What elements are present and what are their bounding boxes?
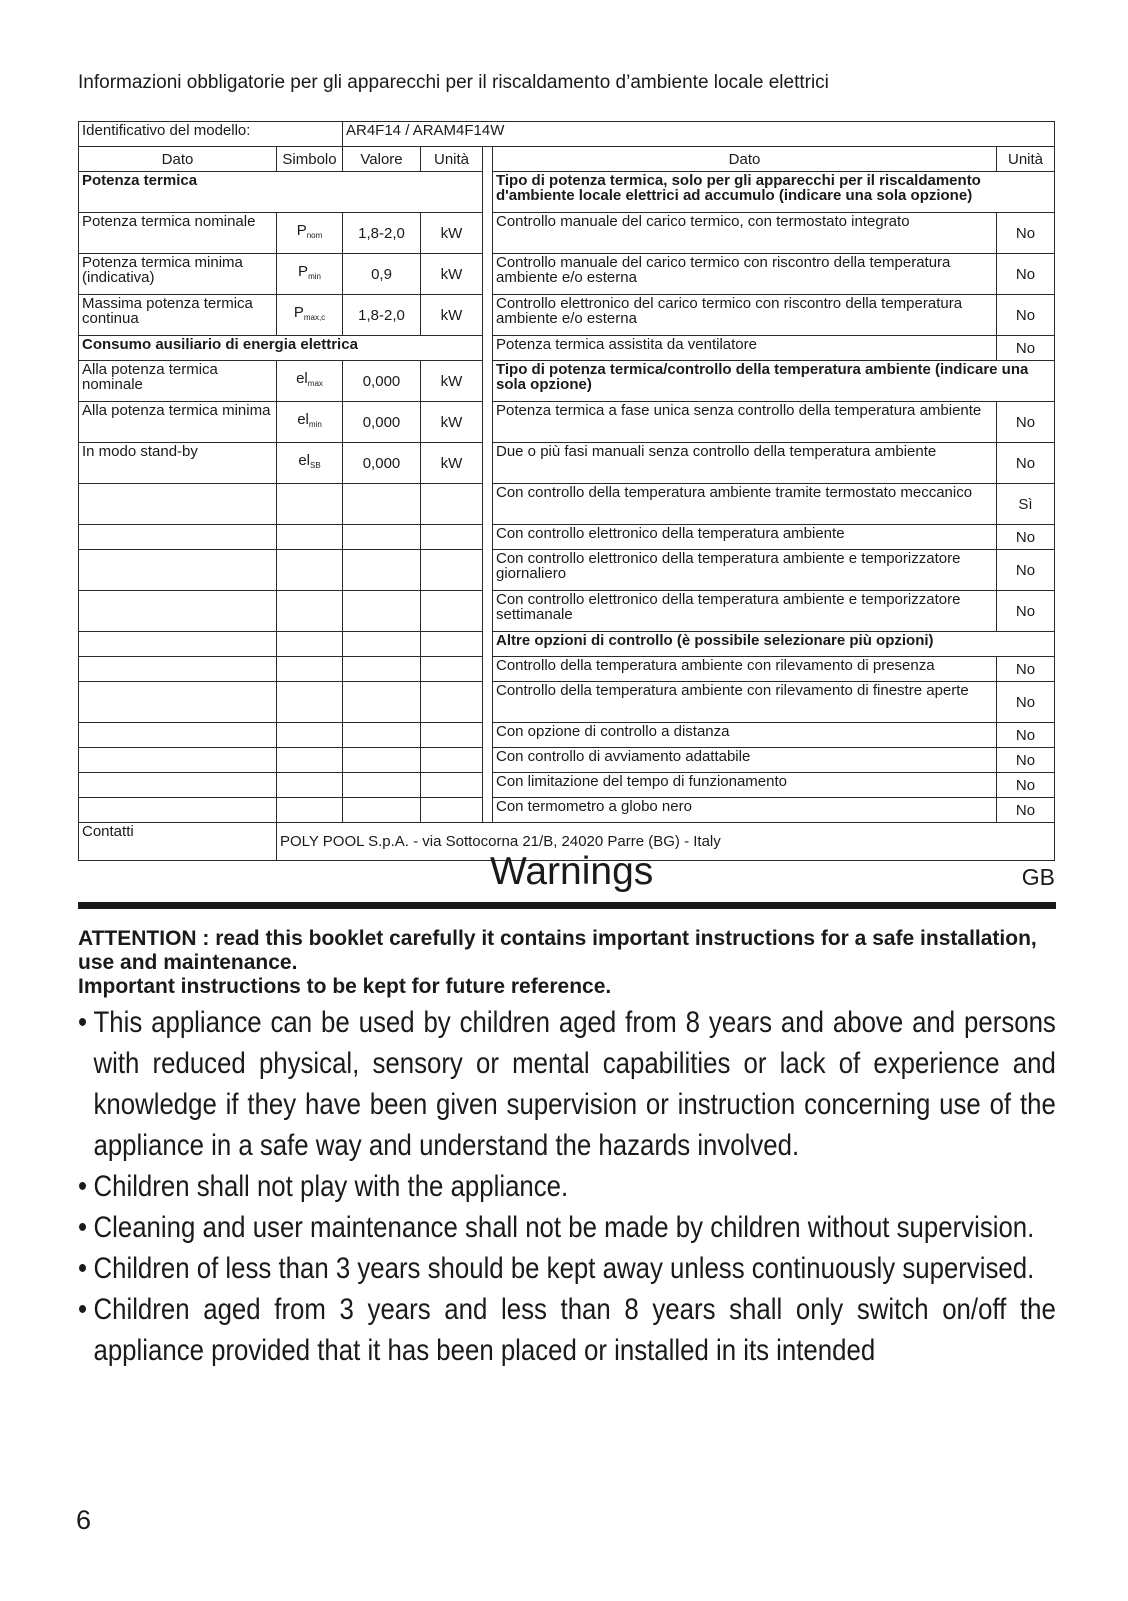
table-row xyxy=(79,550,1055,591)
row-label: Con controllo di avviamento adattabile xyxy=(493,748,997,773)
section-heading: Tipo di potenza termica/controllo della temperatura ambiente (indicare una sola opzione) xyxy=(493,361,1055,402)
section-heading: Altre opzioni di controllo (è possibile selezionare più opzioni) xyxy=(493,632,1055,657)
symbol-cell: $P_{nom}$ xyxy=(277,213,343,254)
table-row xyxy=(79,484,1055,525)
symbol-cell: $P_{max,c}$ xyxy=(277,295,343,336)
list-item: • Children aged from 3 years and less than 8 years shall only switch on/off the appliance provided that it has been placed or installed in its intended xyxy=(78,1289,1056,1371)
value-cell: No xyxy=(997,525,1055,550)
row-label: Controllo manuale del carico termico, con termostato integrato xyxy=(493,213,997,254)
list-item: • This appliance can be used by children aged from 8 years and above and persons with reduced physical, sensory or mental capabilities or lack of experience and knowledge if they have been given supervision or instruction concerning use of the appliance in a safe way and understand the hazards involved. xyxy=(78,1002,1056,1166)
spec-table xyxy=(78,121,1055,861)
symbol-cell: $P_{min}$ xyxy=(277,254,343,295)
model-value: AR4F14 / ARAM4F14W xyxy=(343,122,1055,147)
unit-cell: kW xyxy=(421,295,483,336)
value-cell: No xyxy=(997,402,1055,443)
value-cell: No xyxy=(997,295,1055,336)
value-cell: 0,000 xyxy=(343,402,421,443)
value-cell: No xyxy=(997,550,1055,591)
table-row xyxy=(79,402,1055,443)
table-row xyxy=(79,723,1055,748)
col-header: Unità xyxy=(997,147,1055,172)
col-header: Dato xyxy=(493,147,997,172)
value-cell: 0,000 xyxy=(343,361,421,402)
unit-cell: kW xyxy=(421,361,483,402)
attention-line: Important instructions to be kept for future reference. xyxy=(78,975,612,998)
table-row xyxy=(79,122,1055,147)
value-cell: No xyxy=(997,723,1055,748)
page-header: Informazioni obbligatorie per gli apparecchi per il riscaldamento d’ambiente locale elettrici xyxy=(78,72,829,93)
contact-value: POLY POOL S.p.A. - via Sottocorna 21/B, 24020 Parre (BG) - Italy xyxy=(277,823,1055,861)
list-item: • Children shall not play with the appliance. xyxy=(78,1166,1056,1207)
divider xyxy=(78,902,1056,909)
row-label: Potenza termica assistita da ventilatore xyxy=(493,336,997,361)
table-row xyxy=(79,773,1055,798)
row-label: Con controllo elettronico della temperatura ambiente e temporizzatore giornaliero xyxy=(493,550,997,591)
table-row xyxy=(79,295,1055,336)
value-cell: No xyxy=(997,798,1055,823)
row-label: Potenza termica nominale xyxy=(79,213,277,254)
table-row xyxy=(79,591,1055,632)
model-label: Identificativo del modello: xyxy=(79,122,343,147)
table-row xyxy=(79,336,1055,361)
value-cell: 1,8-2,0 xyxy=(343,295,421,336)
table-row xyxy=(79,443,1055,484)
page-number: 6 xyxy=(76,1505,92,1535)
value-cell: No xyxy=(997,213,1055,254)
table-row xyxy=(79,748,1055,773)
row-label: Con termometro a globo nero xyxy=(493,798,997,823)
table-row xyxy=(79,682,1055,723)
row-label: Potenza termica a fase unica senza controllo della temperatura ambiente xyxy=(493,402,997,443)
value-cell: No xyxy=(997,682,1055,723)
row-label: Alla potenza termica nominale xyxy=(79,361,277,402)
row-label: Massima potenza termica continua xyxy=(79,295,277,336)
row-label: Alla potenza termica minima xyxy=(79,402,277,443)
table-row xyxy=(79,213,1055,254)
col-header: Dato xyxy=(79,147,277,172)
section-heading: Tipo di potenza termica, solo per gli apparecchi per il riscaldamento d'ambiente locale elettrici ad accumulo (indicare una sola opzione) xyxy=(493,172,1055,213)
table-header-row xyxy=(79,147,1055,172)
value-cell: 1,8-2,0 xyxy=(343,213,421,254)
table-row xyxy=(79,361,1055,402)
value-cell: No xyxy=(997,591,1055,632)
row-label: Due o più fasi manuali senza controllo della temperatura ambiente xyxy=(493,443,997,484)
table-row xyxy=(79,172,1055,213)
col-header: Valore xyxy=(343,147,421,172)
warnings-list xyxy=(78,1002,1056,1371)
value-cell: No xyxy=(997,336,1055,361)
col-header: Simbolo xyxy=(277,147,343,172)
row-label: Con limitazione del tempo di funzionamento xyxy=(493,773,997,798)
table-row xyxy=(79,525,1055,550)
value-cell: No xyxy=(997,443,1055,484)
row-label: Controllo manuale del carico termico con riscontro della temperatura ambiente e/o esterna xyxy=(493,254,997,295)
row-label: Con controllo elettronico della temperatura ambiente xyxy=(493,525,997,550)
warnings-title: Warnings xyxy=(490,850,654,893)
value-cell: No xyxy=(997,254,1055,295)
contact-label: Contatti xyxy=(79,823,277,861)
value-cell: No xyxy=(997,657,1055,682)
table-row xyxy=(79,657,1055,682)
row-label: In modo stand-by xyxy=(79,443,277,484)
symbol-cell: $el_{max}$ xyxy=(277,361,343,402)
row-label: Con opzione di controllo a distanza xyxy=(493,723,997,748)
table-row xyxy=(79,798,1055,823)
attention-line: ATTENTION : read this booklet carefully it contains important instructions for a safe installation, use and maintenance. xyxy=(78,927,1037,974)
table-row xyxy=(79,632,1055,657)
unit-cell: kW xyxy=(421,402,483,443)
value-cell: 0,000 xyxy=(343,443,421,484)
row-label: Con controllo della temperatura ambiente tramite termostato meccanico xyxy=(493,484,997,525)
value-cell: No xyxy=(997,748,1055,773)
unit-cell: kW xyxy=(421,443,483,484)
value-cell: Sì xyxy=(997,484,1055,525)
symbol-cell: $el_{min}$ xyxy=(277,402,343,443)
symbol-cell: $el_{SB}$ xyxy=(277,443,343,484)
row-label: Controllo della temperatura ambiente con rilevamento di finestre aperte xyxy=(493,682,997,723)
section-heading: Consumo ausiliario di energia elettrica xyxy=(79,336,483,361)
row-label: Controllo della temperatura ambiente con rilevamento di presenza xyxy=(493,657,997,682)
table-row xyxy=(79,254,1055,295)
row-label: Con controllo elettronico della temperatura ambiente e temporizzatore settimanale xyxy=(493,591,997,632)
section-heading: Potenza termica xyxy=(79,172,483,213)
language-code: GB xyxy=(1021,864,1055,890)
unit-cell: kW xyxy=(421,213,483,254)
row-label: Controllo elettronico del carico termico con riscontro della temperatura ambiente e/o esterna xyxy=(493,295,997,336)
attention-notice xyxy=(78,927,1058,999)
value-cell: No xyxy=(997,773,1055,798)
value-cell: 0,9 xyxy=(343,254,421,295)
col-header: Unità xyxy=(421,147,483,172)
list-item: • Cleaning and user maintenance shall not be made by children without supervision. xyxy=(78,1207,1056,1248)
row-label: Potenza termica minima (indicativa) xyxy=(79,254,277,295)
list-item: • Children of less than 3 years should be kept away unless continuously supervised. xyxy=(78,1248,1056,1289)
unit-cell: kW xyxy=(421,254,483,295)
